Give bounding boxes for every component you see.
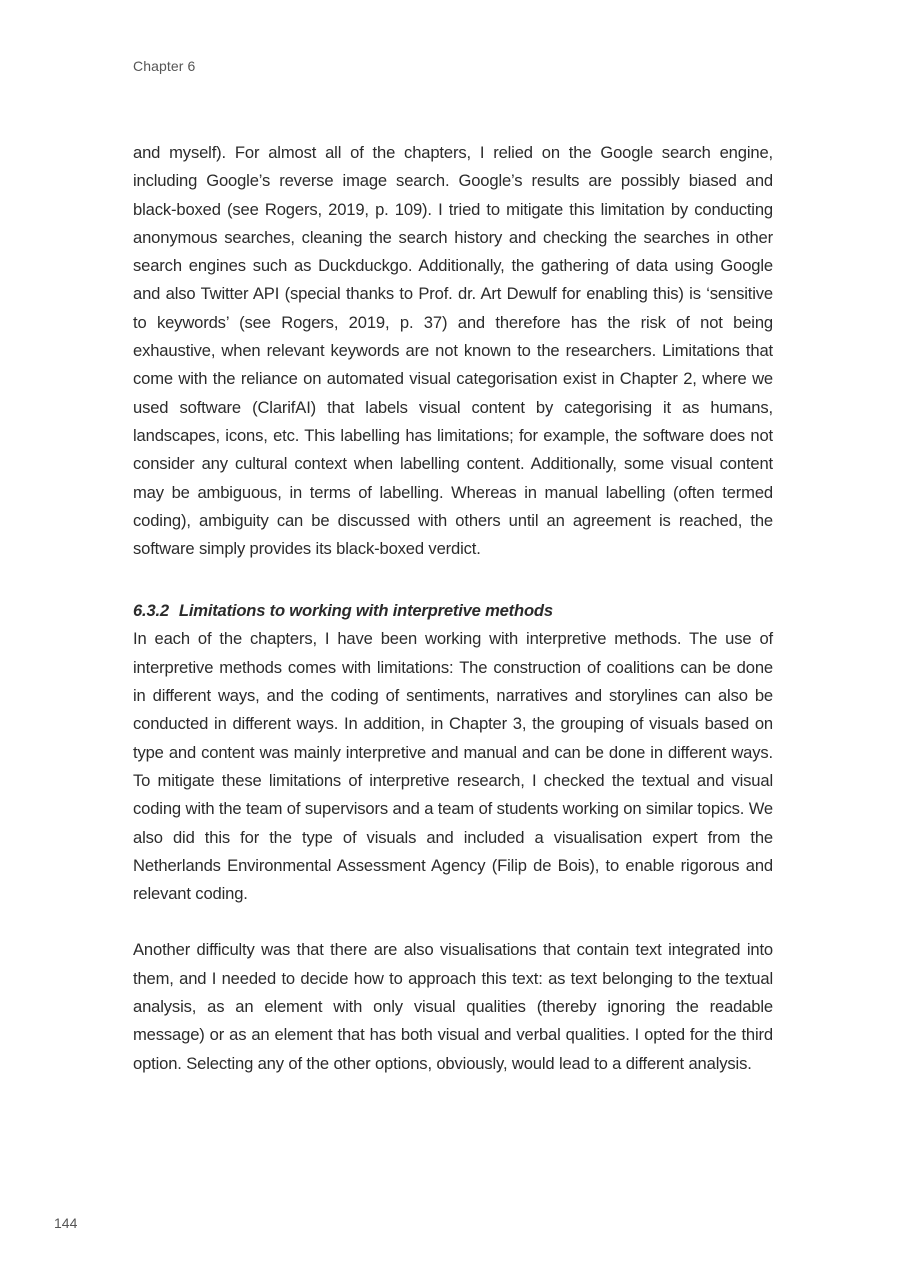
section-title: Limitations to working with interpretive methods <box>178 601 553 621</box>
section-heading <box>133 597 773 625</box>
page-number: 144 <box>54 1215 78 1231</box>
running-header: Chapter 6 <box>133 58 196 74</box>
paragraph-spacer <box>133 908 773 936</box>
paragraph-interpretive-methods: In each of the chapters, I have been working with interpretive methods. The use of interpretive methods comes with limitations: The construction of coalitions can be done in different ways, and the coding of sentiments, narratives and storylines can also be conducted in different ways. In addition, in Chapter 3, the grouping of visuals based on type and content was mainly interpretive and manual and can be done in different ways. To mitigate these limitations of interpretive research, I checked the textual and visual coding with the team of supervisors and a team of students working on similar topics. We also did this for the type of visuals and included a visualisation expert from the Netherlands Environmental Assessment Agency (Filip de Bois), to enable rigorous and relevant coding. <box>133 629 773 904</box>
paragraph-search-limitations: and myself). For almost all of the chapters, I relied on the Google search engine, including Google’s reverse image search. Google’s results are possibly biased and black-boxed (see Rogers, 2019, p. 109). I tried to mitigate this limitation by conducting anonymous searches, cleaning the search history and checking the searches in other search engines such as Duckduckgo. Additionally, the gathering of data using Google and also Twitter API (special thanks to Prof. dr. Art Dewulf for enabling this) is ‘sensitive to keywords’ (see Rogers, 2019, p. 37) and therefore has the risk of not being exhaustive, when relevant keywords are not known to the researchers. Limitations that come with the reliance on automated visual categorisation exist in Chapter 2, where we used software (ClarifAI) that labels visual content by categorising it as humans, landscapes, icons, etc. This labelling has limitations; for example, the software does not consider any cultural context when labelling content. Additionally, some visual content may be ambiguous, in terms of labelling. Whereas in manual labelling (often termed coding), ambiguity can be discussed with others until an agreement is reached, the software simply provides its black-boxed verdict. <box>133 143 773 559</box>
section-number: 6.3.2 <box>133 601 169 621</box>
paragraph-text-in-visuals: Another difficulty was that there are also visualisations that contain text integrated into them, and I needed to decide how to approach this text: as text belonging to the textual analysis, as an element with only visual qualities (thereby ignoring the readable message) or as an element that has both visual and verbal qualities. I opted for the third option. Selecting any of the other options, obviously, would lead to a different analysis. <box>133 940 773 1073</box>
body-text <box>133 139 773 1078</box>
